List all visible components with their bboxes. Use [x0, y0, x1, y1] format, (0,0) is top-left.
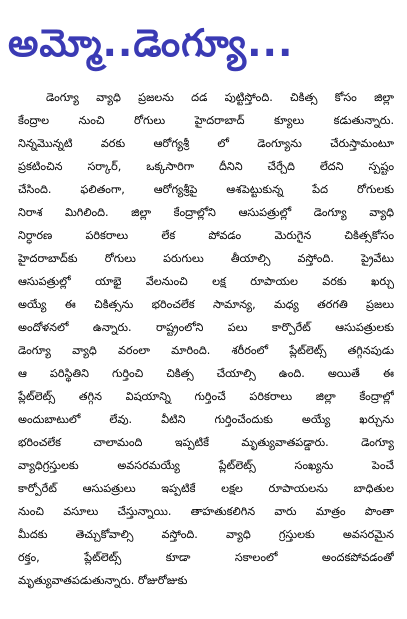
article-line: మీదకు తెచ్చుకోవాల్సి వస్తోంది. వ్యాధి గ్రస్తులకు అవసరమైన — [18, 528, 394, 541]
article-line: డెంగ్యూ వ్యాధి వరంలా మారింది. శరీరంలో ప్లేట్‌లెట్స్ తగ్గినపుడు — [18, 344, 394, 357]
article-line: కార్పోరేట్ ఆసుపత్రులు ఇప్పటికే లక్షల రూపాయలను బాధితుల — [18, 482, 394, 495]
article-line: అందోళనలో ఉన్నారు. రాష్ట్రంలోని పలు కార్పొరేట్ ఆసుపత్రులకు — [18, 321, 394, 334]
article-line: హైదరాబాద్‌కు రోగులు పరుగులు తీయాల్సి వస్తోంది. ప్రైవేటు — [18, 252, 394, 265]
article-line: అందుబాటులో లేవు. వీటిని గుర్తించేందుకు అయ్యే ఖర్చును — [18, 413, 394, 426]
article-line: నిరాశ మిగిలింది. జిల్లా కేంద్రాల్లోని ఆసుపత్రుల్లో డెంగ్యూ వ్యాధి — [18, 206, 394, 219]
headline: అమ్మో..డెంగ్యూ... — [8, 21, 294, 65]
article-line: మృత్యువాతపడుతున్నారు. రోజురోజుకు — [18, 574, 188, 587]
article-line: నిర్ధారణ పరికరాలు లేక పోవడం మెరుగైన చికిత్సకోసం — [18, 229, 394, 242]
article-line: ఆ పరిస్థితిని గుర్తించి చికిత్స చేయాల్సి ఉంది. అయితే ఈ — [18, 367, 394, 380]
article-line: డెంగ్యూ వ్యాధి ప్రజలను దడ పుట్టిస్తోంది. చికిత్స కోసం జిల్లా — [46, 91, 394, 104]
article-line: నుంచి వసూలు చేస్తున్నాయి. తాహతుకలిగిన వారు మాత్రం పొంతా — [18, 505, 394, 518]
article-line: నిన్నమొన్నటి వరకు ఆరోగ్యశ్రీ లో డెంగ్యూను చేరుస్తామంటూ — [18, 137, 394, 150]
article-line: ఆసుపత్రుల్లో యాభై వేలనుంచి లక్ష రూపాయల వరకు ఖర్చు — [18, 275, 394, 288]
article-line: ప్లేట్‌లెట్స్ తగ్గిన విషయాన్ని గుర్తించే పరికరాలు జిల్లా కేంద్రాల్లో — [18, 390, 394, 403]
article-line: ప్రకటించిన సర్కార్, ఒక్కసారిగా దీనిని చేర్చేది లేదని స్పష్టం — [18, 160, 394, 173]
article-line: అయ్యే ఈ చికిత్సను భరించలేక సామాన్య, మధ్య తరగతి ప్రజలు — [18, 298, 394, 311]
article-line: వ్యాధిగ్రస్తులకు అవసరమయ్యే ప్లేట్‌లెట్స్ సంఖ్యను పెంచే — [18, 459, 394, 472]
article-line: కేంద్రాల నుంచి రోగులు హైదరాబాద్ క్యూలు కడుతున్నారు. — [18, 114, 394, 127]
article-line: చేసింది. ఫలితంగా, ఆరోగ్యశ్రీపై ఆశపెట్టుకున్న పేద రోగులకు — [18, 183, 394, 196]
article-line: భరించలేక చాలామంది ఇప్పటికే మృత్యువాతపడ్డారు. డెంగ్యూ — [18, 436, 394, 449]
article-body — [18, 86, 394, 611]
article-line: రక్తం, ప్లేట్‌లెట్స్ కూడా సకాలంలో అందకపోవడంతో — [18, 551, 394, 564]
